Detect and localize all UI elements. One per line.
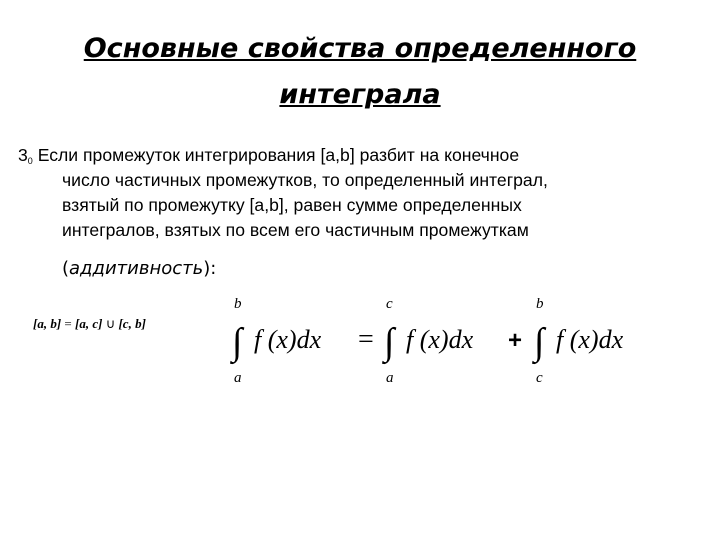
union-symbol: ∪ xyxy=(105,316,116,331)
interval-ac: [a, c] xyxy=(75,316,103,331)
property-line-4: интегралов, взятых по всем его частичным промежуткам xyxy=(62,220,529,240)
lower-limit: c xyxy=(536,370,543,386)
term-line xyxy=(62,258,216,279)
interval-cb: [c, b] xyxy=(118,316,146,331)
integral-sign: ∫ xyxy=(232,321,243,363)
term-additivity: аддитивность xyxy=(69,258,204,279)
upper-limit: c xyxy=(386,296,393,312)
integrand: f (x)dx xyxy=(254,325,322,354)
item-number-superscript: 0 xyxy=(27,156,33,166)
term-open-paren: ( xyxy=(62,258,70,279)
interval-equals: = xyxy=(64,316,72,331)
plus-sign: + xyxy=(508,327,523,354)
interval-ab: [a, b] xyxy=(33,316,62,331)
item-number: 3 xyxy=(18,145,28,165)
property-line-3: взятый по промежутку [a,b], равен сумме определенных xyxy=(62,195,522,215)
property-line-2: число частичных промежутков, то определенный интеграл, xyxy=(62,170,548,190)
additivity-formula xyxy=(230,296,670,396)
interval-split-formula xyxy=(33,316,146,332)
lower-limit: a xyxy=(386,370,394,386)
lower-limit: a xyxy=(234,370,242,386)
integrand: f (x)dx xyxy=(406,325,474,354)
term-close: ): xyxy=(203,258,217,279)
integral-sign: ∫ xyxy=(534,321,545,363)
upper-limit: b xyxy=(234,296,242,312)
property-line-1 xyxy=(18,143,688,168)
integral-sign: ∫ xyxy=(384,321,395,363)
property-line-1-text: Если промежуток интегрирования [a,b] разбит на конечное xyxy=(37,145,520,165)
equals-sign: = xyxy=(358,324,374,355)
slide-title-line-1: Основные свойства определенного xyxy=(83,33,637,64)
integrand: f (x)dx xyxy=(556,325,624,354)
property-text xyxy=(18,143,688,243)
slide-title-line-2: интеграла xyxy=(279,79,441,110)
upper-limit: b xyxy=(536,296,544,312)
